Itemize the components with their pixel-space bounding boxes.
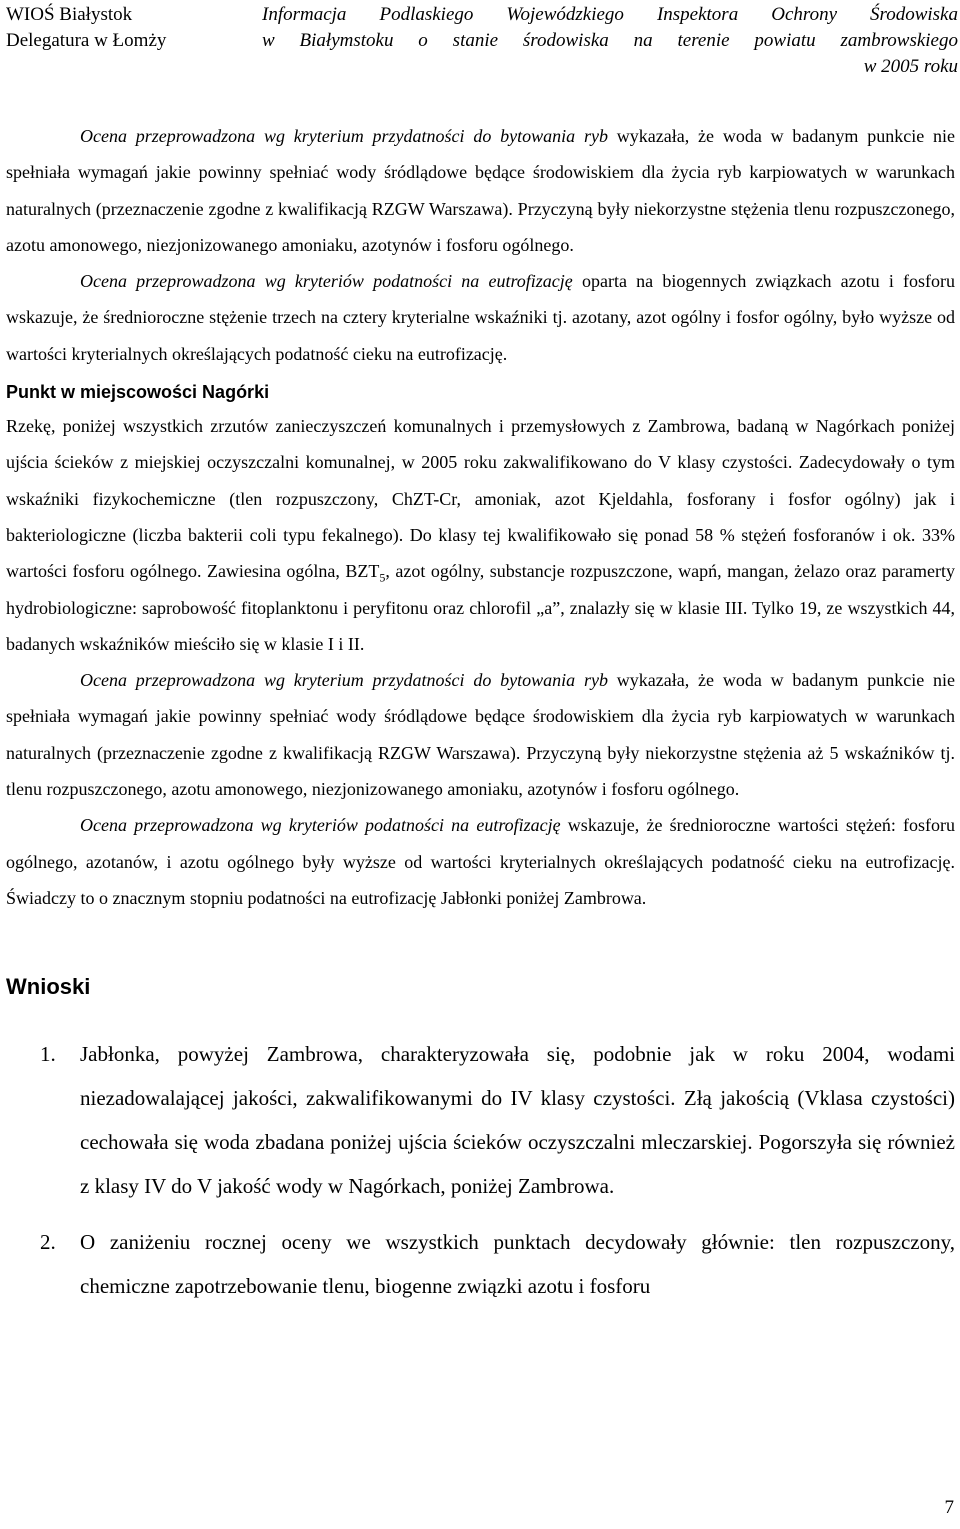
paragraph-nagorki-fish <box>6 662 955 807</box>
paragraph-nagorki-quality <box>6 408 955 662</box>
conclusion-text: O zaniżeniu rocznej oceny we wszystkich punktach decydowały głównie: tlen rozpuszczony, chemiczne zapotrzebowanie tlenu, biogenne związki azotu i fosforu <box>80 1230 955 1299</box>
header-branch: Delegatura w Łomży <box>6 30 167 51</box>
header-title-line3: w 2005 roku <box>863 56 958 77</box>
conclusion-number: 1. <box>40 1042 56 1067</box>
header-title <box>262 2 958 80</box>
page-header <box>0 0 960 80</box>
paragraph-text: , azot ogólny, substancje rozpuszczone, wapń, mangan, żelazo oraz paramerty hydrobiologiczne: saprobowość fitoplanktonu i peryfitonu oraz chlorofil „a”, znalazły się w klasie III. Tylko 19, ze wszystkich 44, badanych wskaźników mieściło się w klasie I i II. <box>6 561 955 654</box>
conclusion-text: Jabłonka, powyżej Zambrowa, charakteryzowała się, podobnie jak w roku 2004, wodami niezadowalającej jakości, zakwalifikowanymi do IV klasy czystości. Złą jakością (Vklasa czystości) cechowała się woda zbadana poniżej ujścia ścieków oczyszczalni mleczarskiej. Pogorszyła się również z klasy IV do V jakość wody w Nagórkach, poniżej Zambrowa. <box>80 1042 955 1199</box>
conclusion-item <box>6 1032 955 1208</box>
paragraph-text: wykazała, że woda w badanym punkcie nie spełniała wymagań jakie powinny spełniać wody śródlądowe będące środowiskiem dla życia ryb karpiowatych w warunkach naturalnych (przeznaczenie zgodne z kwalifikacją RZGW Warszawa). Przyczyną były niekorzystne stężenia tlenu rozpuszczonego, azotu amonowego, niezjonizowanego amoniaku, azotynów i fosforu ogólnego. <box>6 126 956 255</box>
conclusion-item <box>6 1220 955 1308</box>
paragraph-nagorki-eutrophication <box>6 807 955 916</box>
section-title-nagorki: Punkt w miejscowości Nagórki <box>6 382 270 403</box>
paragraph-text: wskazuje, że średnioroczne wartości stężeń: fosforu ogólnego, azotanów, i azotu ogólnego były wyższe od wartości kryterialnych określających podatność cieku na eutrofizację. Świadczy to o znacznym stopniu podatności na eutrofizację Jabłonki poniżej Zambrowa. <box>6 815 955 908</box>
header-left <box>6 2 166 54</box>
conclusions-title: Wnioski <box>6 974 91 1000</box>
conclusion-number: 2. <box>40 1230 56 1255</box>
page-number: 7 <box>944 1497 954 1518</box>
assessment-label: Ocena przeprowadzona wg kryteriów podatności na eutrofizację <box>80 815 561 836</box>
assessment-label: Ocena przeprowadzona wg kryterium przydatności do bytowania ryb <box>80 670 608 691</box>
paragraph-eutrophication <box>6 263 955 372</box>
assessment-label: Ocena przeprowadzona wg kryterium przydatności do bytowania ryb <box>80 126 608 146</box>
header-org: WIOŚ Białystok <box>6 4 133 25</box>
conclusions-list <box>6 1032 955 1308</box>
header-title-line1: Informacja Podlaskiego Wojewódzkiego Inspektora Ochrony Środowiska <box>262 4 958 25</box>
document-body <box>6 118 955 1320</box>
header-title-line2: w Białymstoku o stanie środowiska na terenie powiatu zambrowskiego <box>262 30 958 51</box>
paragraph-text: oparta na biogennych związkach azotu i fosforu wskazuje, że średnioroczne stężenie trzech na cztery kryterialne wskaźniki tj. azotany, azot ogólny i fosfor ogólny, było wyższe od wartości kryterialnych określających podatność cieku na eutrofizację. <box>6 271 956 364</box>
paragraph-text: wykazała, że woda w badanym punkcie nie spełniała wymagań jakie powinny spełniać wody śródlądowe będące środowiskiem dla życia ryb karpiowatych w warunkach naturalnych (przeznaczenie zgodne z kwalifikacją RZGW Warszawa). Przyczyną były niekorzystne stężenia aż 5 wskaźników tj. tlenu rozpuszczonego, azotu amonowego, niezjonizowanego amoniaku, azotynów i fosforu ogólnego. <box>6 670 956 800</box>
assessment-label: Ocena przeprowadzona wg kryteriów podatności na eutrofizację <box>80 271 573 292</box>
paragraph-text: Rzekę, poniżej wszystkich zrzutów zanieczyszczeń komunalnych i przemysłowych z Zambrowa, badaną w Nagórkach poniżej ujścia ścieków z miejskiej oczyszczalni komunalnej, w 2005 roku zakwalifikowano do V klasy czystości. Zadecydowały o tym wskaźniki fizykochemiczne (tlen rozpuszczony, ChZT-Cr, amoniak, azot Kjeldahla, fosforany i fosfor ogólny) jak i bakteriologiczne (liczba bakterii coli typu fekalnego). Do klasy tej kwalifikowało się ponad 58 % stężeń fosforanów i ok. 33% wartości fosforu ogólnego. Zawiesina ogólna, BZT <box>6 416 955 582</box>
subscript: 5 <box>379 570 386 585</box>
paragraph-fish-assessment <box>6 118 955 263</box>
